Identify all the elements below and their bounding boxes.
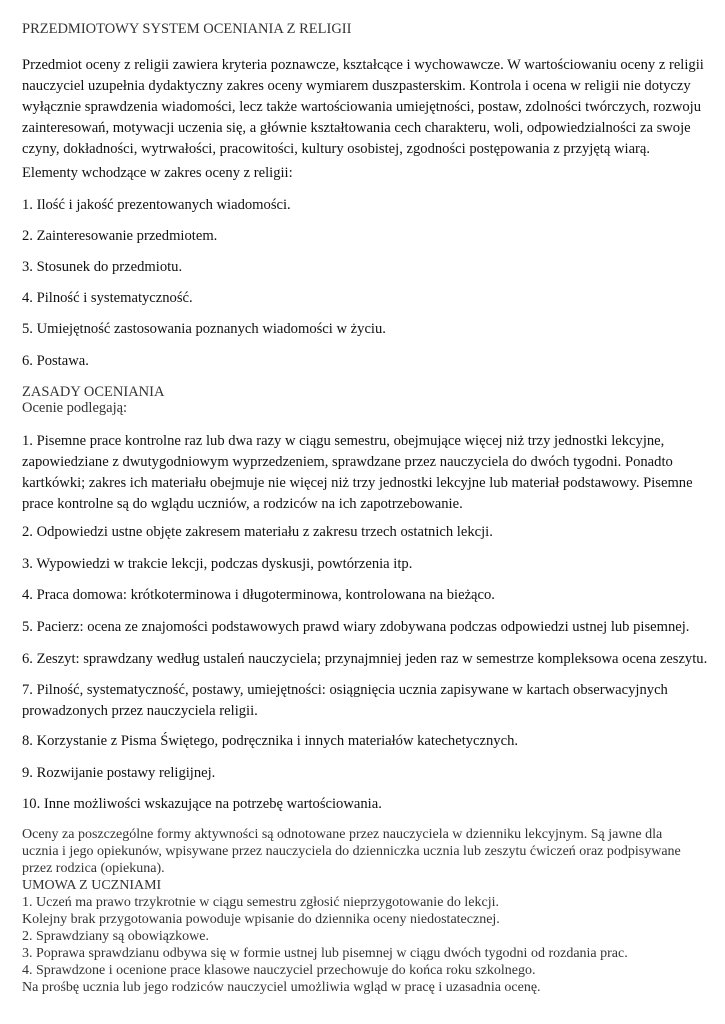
intro-line: wyłącznie sprawdzenia wiadomości, lecz także wartościowania umiejętności, postaw, zdolności twórczych, rozwoju xyxy=(22,99,702,115)
rule-item xyxy=(22,431,712,515)
elements-heading: Elementy wchodzące w zakres oceny z religii: xyxy=(22,165,293,181)
closing-line: 4. Sprawdzone i ocenione prace klasowe nauczyciel przechowuje do końca roku szkolnego. xyxy=(22,963,536,978)
rule-line: prowadzonych przez nauczyciela religii. xyxy=(22,703,258,719)
rule-line: 1. Pisemne prace kontrolne raz lub dwa razy w ciągu semestru, obejmujące więcej niż trzy jednostki lekcyjne, xyxy=(22,433,665,449)
closing-line: 3. Poprawa sprawdzianu odbywa się w formie ustnej lub pisemnej w ciągu dwóch tygodni od rozdania prac. xyxy=(22,946,628,961)
rule-item: 4. Praca domowa: krótkoterminowa i długoterminowa, kontrolowana na bieżąco. xyxy=(22,587,495,603)
closing-line: 2. Sprawdziany są obowiązkowe. xyxy=(22,929,210,944)
element-item: 2. Zainteresowanie przedmiotem. xyxy=(22,228,218,244)
element-item: 6. Postawa. xyxy=(22,353,89,369)
rule-line: 7. Pilność, systematyczność, postawy, umiejętności: osiągnięcia ucznia zapisywane w kartach obserwacyjnych xyxy=(22,682,668,698)
rule-item: 2. Odpowiedzi ustne objęte zakresem materiału z zakresu trzech ostatnich lekcji. xyxy=(22,524,493,540)
rule-item: 3. Wypowiedzi w trakcie lekcji, podczas dyskusji, powtórzenia itp. xyxy=(22,556,413,572)
closing-section xyxy=(22,826,722,996)
rule-item: 10. Inne możliwości wskazujące na potrzebę wartościowania. xyxy=(22,796,382,812)
agreement-heading: UMOWA Z UCZNIAMI xyxy=(22,878,162,893)
intro-line: zainteresowań, motywacji uczenia się, a głównie kształtowania cech charakteru, woli, odpowiedzialności za swoje xyxy=(22,120,691,136)
rule-item: 8. Korzystanie z Pisma Świętego, podręcznika i innych materiałów katechetycznych. xyxy=(22,733,519,749)
element-item: 3. Stosunek do przedmiotu. xyxy=(22,259,183,275)
document-title: PRZEDMIOTOWY SYSTEM OCENIANIA Z RELIGII xyxy=(22,21,352,37)
rule-item: 6. Zeszyt: sprawdzany według ustaleń nauczyciela; przynajmniej jeden raz w semestrze kompleksowa ocena zeszytu. xyxy=(22,651,708,667)
closing-line: 1. Uczeń ma prawo trzykrotnie w ciągu semestru zgłosić nieprzygotowanie do lekcji. xyxy=(22,895,500,910)
element-item: 4. Pilność i systematyczność. xyxy=(22,290,193,306)
element-item: 1. Ilość i jakość prezentowanych wiadomości. xyxy=(22,197,291,213)
rule-item xyxy=(22,680,712,722)
rules-subheading: Ocenie podlegają: xyxy=(22,400,128,416)
rule-line: zapowiedziane z dwutygodniowym wyprzedzeniem, sprawdzane przez nauczyciela do dwóch tygodni. Ponadto xyxy=(22,454,673,470)
closing-line: ucznia i jego opiekunów, wpisywane przez nauczyciela do dzienniczka ucznia lub zeszytu ćwiczeń oraz podpisywane xyxy=(22,844,681,859)
rule-item: 5. Pacierz: ocena ze znajomości podstawowych prawd wiary zdobywana podczas odpowiedzi ustnej lub pisemnej. xyxy=(22,619,690,635)
closing-line: Na prośbę ucznia lub jego rodziców nauczyciel umożliwia wgląd w pracę i uzasadnia ocenę. xyxy=(22,980,541,995)
rules-heading: ZASADY OCENIANIA xyxy=(22,384,165,400)
closing-line: Kolejny brak przygotowania powoduje wpisanie do dziennika oceny niedostatecznej. xyxy=(22,912,500,927)
intro-line: czyny, dokładności, wytrwałości, pracowitości, kultury osobistej, zgodności postępowania z przyjętą wiarą. xyxy=(22,141,651,157)
rule-item: 9. Rozwijanie postawy religijnej. xyxy=(22,765,216,781)
closing-line: przez rodzica (opiekuna). xyxy=(22,861,165,876)
element-item: 5. Umiejętność zastosowania poznanych wiadomości w życiu. xyxy=(22,321,386,337)
closing-line: Oceny za poszczególne formy aktywności są odnotowane przez nauczyciela w dzienniku lekcyjnym. Są jawne dla xyxy=(22,827,663,842)
intro-line: Przedmiot oceny z religii zawiera kryteria poznawcze, kształcące i wychowawcze. W wartościowaniu oceny z religii xyxy=(22,57,704,73)
intro-paragraph xyxy=(22,55,712,160)
rule-line: kartkówki; zakres ich materiału obejmuje nie więcej niż trzy jednostki lekcyjne lub materiał podstawowy. Pisemne xyxy=(22,475,693,491)
rule-line: prace kontrolne są do wglądu uczniów, a rodziców na ich zapotrzebowanie. xyxy=(22,496,463,512)
intro-line: nauczyciel uzupełnia dydaktyczny zakres oceny wymiarem duszpasterskim. Kontrola i ocena w religii nie dotyczy xyxy=(22,78,691,94)
